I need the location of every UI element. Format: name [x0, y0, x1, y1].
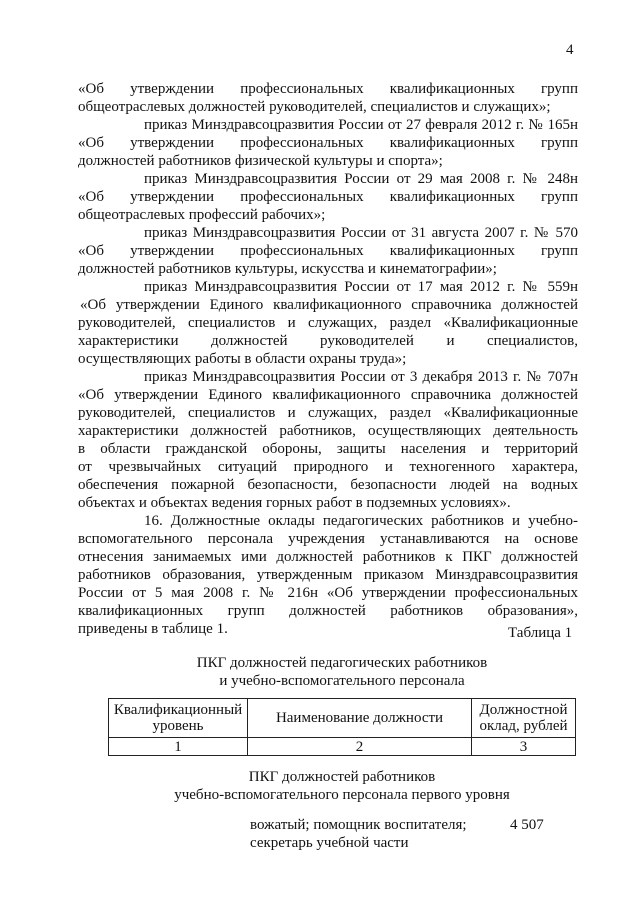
group-title-line-2: учебно-вспомогательного персонала первого уровня — [174, 787, 510, 803]
table-header-row — [109, 699, 576, 738]
body-line: «Об утверждении Единого квалификационного справочника должностей — [78, 387, 578, 403]
body-line: в области гражданской обороны, защиты населения и территорий — [78, 441, 578, 457]
body-line: приказ Минздравсоцразвития России от 3 декабря 2013 г. № 707н — [144, 369, 578, 385]
header-position-name: Наименование должности — [248, 699, 472, 738]
body-line: общеотраслевых профессий рабочих»; — [78, 207, 326, 223]
table-title-line-2: и учебно-вспомогательного персонала — [219, 673, 465, 689]
position-line-1: вожатый; помощник воспитателя; — [250, 817, 467, 833]
body-line: квалификационных групп должностей работников образования», — [78, 603, 578, 619]
column-number-1: 1 — [109, 738, 248, 756]
body-line: 16. Должностные оклады педагогических работников и учебно- — [144, 513, 578, 529]
header-qualification-level: Квалификационный уровень — [109, 699, 248, 738]
body-line: отнесения занимаемых ими должностей работников к ПКГ должностей — [78, 549, 578, 565]
body-line: «Об утверждении Единого квалификационного справочника должностей — [80, 297, 578, 313]
table-number-row — [109, 738, 576, 756]
body-line: должностей работников культуры, искусства и кинематографии»; — [78, 261, 497, 277]
body-line: «Об утверждении профессиональных квалификационных групп — [78, 135, 578, 151]
column-number-2: 2 — [248, 738, 472, 756]
group-title-line-1: ПКГ должностей работников — [248, 769, 436, 785]
header-salary: Должностной оклад, рублей — [472, 699, 576, 738]
column-number-3: 3 — [472, 738, 576, 756]
table-title-line-1: ПКГ должностей педагогических работников — [196, 655, 488, 671]
body-line: работников образования, утвержденным приказом Минздравсоцразвития — [78, 567, 578, 583]
salary-value: 4 507 — [510, 817, 544, 833]
body-line: от чрезвычайных ситуаций природного и техногенного характера, — [78, 459, 578, 475]
body-line: приказ Минздравсоцразвития России от 17 мая 2012 г. № 559н — [144, 279, 578, 295]
body-line: вспомогательного персонала учреждения устанавливаются на основе — [78, 531, 578, 547]
body-line: обеспечения пожарной безопасности, безопасности людей на водных — [78, 477, 578, 493]
body-line: руководителей, специалистов и служащих, раздел «Квалификационные — [78, 315, 578, 331]
body-line: «Об утверждении профессиональных квалификационных групп — [78, 81, 578, 97]
body-line: характеристики должностей работников, осуществляющих деятельность — [78, 423, 578, 439]
table-label: Таблица 1 — [508, 625, 573, 641]
body-line: общеотраслевых должностей руководителей, специалистов и служащих»; — [78, 99, 551, 115]
body-line: «Об утверждении профессиональных квалификационных групп — [78, 243, 578, 259]
body-line: приведены в таблице 1. — [78, 621, 228, 637]
pkg-table — [108, 698, 576, 756]
body-line: приказ Минздравсоцразвития России от 29 мая 2008 г. № 248н — [144, 171, 578, 187]
body-line: руководителей, специалистов и служащих, раздел «Квалификационные — [78, 405, 578, 421]
body-line: характеристики должностей руководителей и специалистов, — [78, 333, 578, 349]
body-line: России от 5 мая 2008 г. № 216н «Об утверждении профессиональных — [78, 585, 578, 601]
body-line: приказ Минздравсоцразвития России от 31 августа 2007 г. № 570 — [144, 225, 578, 241]
body-line: должностей работников физической культуры и спорта»; — [78, 153, 443, 169]
table-title — [108, 654, 576, 690]
body-line: приказ Минздравсоцразвития России от 27 февраля 2012 г. № 165н — [144, 117, 578, 133]
body-line: «Об утверждении профессиональных квалификационных групп — [78, 189, 578, 205]
page-number: 4 — [566, 42, 574, 58]
body-line: объектах и объектах ведения горных работ в подземных условиях». — [78, 495, 511, 511]
position-line-2: секретарь учебной части — [250, 835, 409, 851]
body-line: осуществляющих работы в области охраны труда»; — [78, 351, 407, 367]
group-title — [108, 768, 576, 804]
